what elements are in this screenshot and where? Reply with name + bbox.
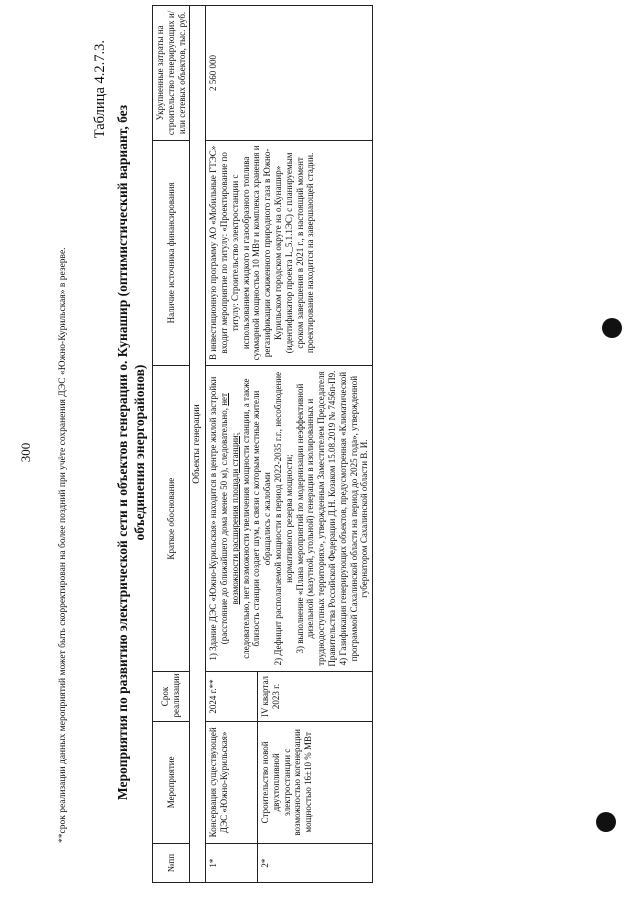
header-cost: Укрупненные затраты на строительство генерирующих и/или сетевых объектов, тыс. руб. [153,6,190,141]
page-number: 300 [18,442,33,463]
row-1-measure: Консервация существующей ДЭС «Южно-Курильская» [206,721,258,844]
table-row [206,6,258,883]
header-financing: Наличие источника финансирования [153,140,190,365]
justification-item [208,369,240,669]
financing-cell: В инвестиционную программу АО «Мобильные ГТЭС» входит мероприятие по титулу: «Проектирование по титулу: Строительство электростанции с использованием жидкого и газообразного топлива суммарной мощностью 10 МВт и комплекса хранения и регазификации сжиженного природного газа в Южно-Курильском городском округе на о.Кунашир» (идентификатор проекта L_5.1.1ЭС) с планируемым сроком завершения в 2021 г., в настоящий момент проектирование находится на завершающей стадии. [206,140,373,365]
justification-item [241,369,273,669]
punch-hole-top [602,318,622,338]
justification-underlined: нет возможности расширения площади станции; [218,393,240,605]
section-row [190,6,206,883]
justification-item [338,369,370,669]
justification-text: 1) Здание ДЭС «Южно-Курильская» находится в центре жилой застройки (расстояние до ближайшего дома менее 50 м), следовательно, [208,376,229,661]
header-row [153,6,190,883]
footnote: **срок реализации данных мероприятий может быть скорректирован на более поздний при учёте сохранения ДЭС «Южно-Курильская» в резерве. [58,247,68,843]
cost-cell: 2 560 000 [206,6,373,141]
section-heading: Объекты генерации [190,6,206,883]
justification-item [273,369,295,669]
header-term: Срок реализации [153,672,190,721]
justification-text: следовательно, нет возможности увеличения мощности станции, а также близость станции создает шум, в связи с которым местные жители обращались с жалобами [240,378,273,659]
justification-text: 4) Газификация генерирующих объектов, предусмотренная «Климатической программой Сахалинской области на период до 2025 года», утвержденной губернатором Сахалинской области В. И. [337,371,370,666]
justification-item [295,369,338,669]
measures-table [152,5,373,883]
justification-text: 2) Дефицит располагаемой мощности в период 2022-2035 г.г., несоблюдение нормативного резерва мощности; [272,371,294,666]
table-title [114,0,148,905]
punch-hole-bottom [596,812,616,832]
table-title-line-2: объединения энергорайонов) [132,364,147,541]
table-label: Таблица 4.2.7.3. [92,40,108,139]
row-2-term: IV квартал 2023 г. [258,672,373,721]
row-1-term: 2024 г.** [206,672,258,721]
header-measure: Мероприятие [153,721,190,844]
row-2-num: 2* [258,844,373,883]
row-2-measure: Строительство новой двухтопливной электростанции с возможностью когенерации мощностью 16±10 % МВт [258,721,373,844]
header-justification: Краткое обоснование [153,365,190,672]
justification-text: 3) выполнение «Плана мероприятий по модернизации неэффективной дизельной (мазутной, угольной) генерации в изолированных и труднодоступных территориях», утвержденным Заместителем Председателя Правительства Российской Федерации Д.Н. Козаком 15.08.2019 № 7456п-П9. [294,370,337,667]
justification-cell [206,365,373,672]
header-num: №пп [153,844,190,883]
table-title-line-1: Мероприятия по развитию электрической сети и объектов генерации о. Кунашир (оптимистический вариант, без [115,104,130,801]
row-1-num: 1* [206,844,258,883]
